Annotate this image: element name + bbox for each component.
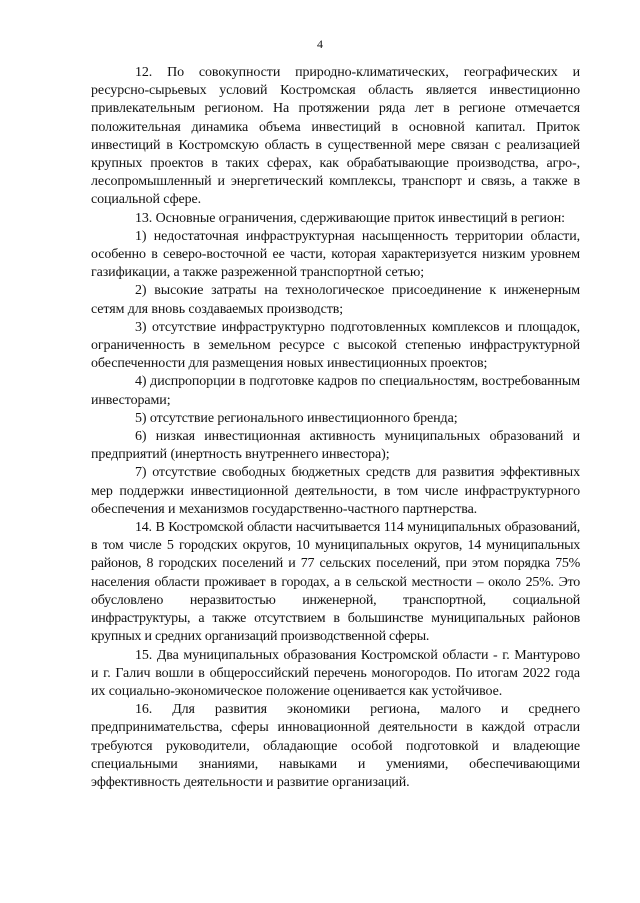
paragraph-16: 16. Для развития экономики региона, малого и среднего предпринимательства, сферы инновационной деятельности в каждой отрасли требуются руководители, обладающие особой подготовкой и владеющие специальными знаниями, навыками и умениями, обеспечивающими эффективность деятельности и развитие организаций. — [91, 702, 580, 790]
page-number: 4 — [317, 37, 323, 51]
list-item-4: 4) диспропорции в подготовке кадров по специальностям, востребованным инвесторами; — [91, 374, 580, 408]
list-item-1: 1) недостаточная инфраструктурная насыщенность территории области, особенно в северо-восточной ее части, которая характеризуется низким уровнем газификации, а также разреженной транспортной сетью; — [91, 228, 580, 281]
paragraph-12: 12. По совокупности природно-климатических, географических и ресурсно-сырьевых условий Костромская область является инвестиционно привлекательным регионом. На протяжении ряда лет в регионе отмечается положительная динамика объема инвестиций в основной капитал. Приток инвестиций в Костромскую область в существенной мере связан с реализацией крупных проектов в таких сферах, как обрабатывающие производства, агро-, лесопромышленный и энергетический комплексы, транспорт и связь, а также в социальной сфере. — [91, 65, 580, 208]
list-item-2: 2) высокие затраты на технологическое присоединение к инженерным сетям для вновь создаваемых производств; — [91, 283, 580, 317]
list-item-3: 3) отсутствие инфраструктурно подготовленных комплексов и площадок, ограниченность в земельном ресурсе с высокой степенью инфраструктурной обеспеченности для размещения новых инвестиционных проектов; — [91, 319, 580, 372]
list-item-5: 5) отсутствие регионального инвестиционного бренда; — [135, 410, 458, 426]
document-body — [91, 64, 580, 792]
paragraph-15: 15. Два муниципальных образования Костромской области - г. Мантурово и г. Галич вошли в общероссийский перечень моногородов. По итогам 2022 года их социально-экономическое положение оценивается как устойчивое. — [91, 647, 580, 699]
paragraph-14: 14. В Костромской области насчитывается 114 муниципальных образований, в том числе 5 городских округов, 10 муниципальных округов, 14 муниципальных районов, 8 городских поселений и 77 сельских поселений, при этом порядка 75% населения области проживает в городах, а в сельской местности – около 25%. Это обусловлено неразвитостью инженерной, транспортной, социальной инфраструктуры, а также отсутствием в большинстве муниципальных районов крупных и средних организаций производственной сферы. — [91, 520, 580, 645]
list-item-6: 6) низкая инвестиционная активность муниципальных образований и предприятий (инертность внутреннего инвестора); — [91, 429, 580, 463]
paragraph-13: 13. Основные ограничения, сдерживающие приток инвестиций в регион: — [135, 210, 565, 226]
list-item-7: 7) отсутствие свободных бюджетных средств для развития эффективных мер поддержки инвестиционной деятельности, в том числе инфраструктурного обеспечения и механизмов государственно-частного партнерства. — [91, 465, 580, 517]
